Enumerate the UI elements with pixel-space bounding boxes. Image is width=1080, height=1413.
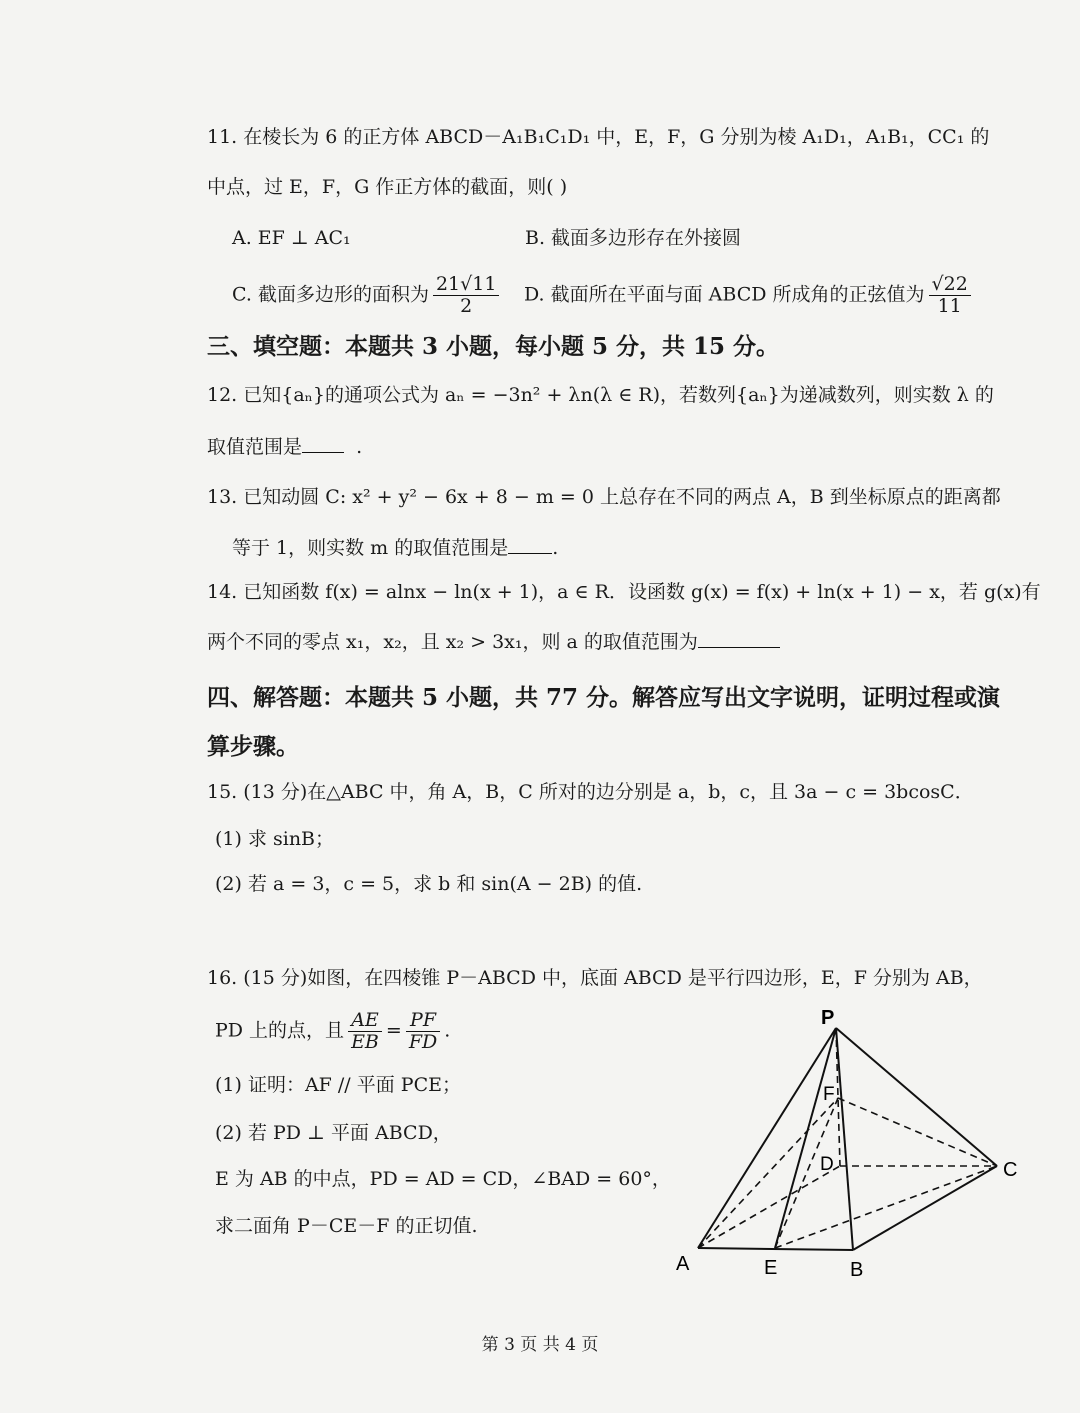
label-C: C: [1003, 1159, 1018, 1181]
q14-line2-text: 两个不同的零点 x₁，x₂，且 x₂ > 3x₁，则 a 的取值范围为: [207, 631, 698, 653]
q11-option-a: A. EF ⊥ AC₁: [232, 227, 351, 249]
q16-line1: 16. (15 分)如图，在四棱锥 P－ABCD 中，底面 ABCD 是平行四边形，E，F 分别为 AB，: [207, 967, 983, 989]
q11-line2: 中点，过 E，F，G 作正方体的截面，则( ): [207, 176, 568, 198]
q12-line2: [207, 436, 362, 459]
fraction-numerator: √22: [929, 274, 971, 296]
q13-line2-text: 等于 1，则实数 m 的取值范围是: [232, 537, 509, 559]
label-D: D: [820, 1154, 834, 1175]
fraction-numerator: PF: [406, 1010, 440, 1032]
q14-line1: 14. 已知函数 f(x) = alnx − ln(x + 1)，a ∈ R．设函数 g(x) = f(x) + ln(x + 1) − x，若 g(x)有: [207, 581, 1041, 603]
q11-line1: 11. 在棱长为 6 的正方体 ABCD－A₁B₁C₁D₁ 中，E，F，G 分别为棱 A₁D₁，A₁B₁，CC₁ 的: [207, 126, 990, 148]
q16-line2-end: .: [444, 1019, 451, 1042]
pyramid-figure: [660, 1000, 1040, 1290]
q16-part1: (1) 证明：AF // 平面 PCE；: [215, 1074, 461, 1096]
label-P: P: [821, 1007, 835, 1029]
label-B: B: [850, 1259, 864, 1281]
edge-AD: [698, 1166, 840, 1248]
label-A: A: [676, 1253, 690, 1275]
q13-line1: 13. 已知动圆 C: x² + y² − 6x + 8 − m = 0 上总存在不同的两点 A，B 到坐标原点的距离都: [207, 486, 1001, 508]
q14-line2: [207, 631, 780, 654]
equals-sign: =: [385, 1019, 402, 1042]
q16-line2-text: PD 上的点，且: [215, 1019, 345, 1042]
q11-option-c-fraction: [433, 274, 499, 317]
edge-BC: [853, 1166, 997, 1250]
section-4-heading-line1: 四、解答题：本题共 5 小题，共 77 分。解答应写出文字说明，证明过程或演: [207, 684, 1001, 711]
q16-part2-question: 求二面角 P－CE－F 的正切值.: [215, 1215, 478, 1237]
answer-blank: [508, 553, 552, 554]
q15-part1: (1) 求 sinB；: [215, 828, 335, 850]
q15-line1: 15. (13 分)在△ABC 中，角 A，B，C 所对的边分别是 a，b，c，且 3a − c = 3bcosC．: [207, 781, 974, 803]
section-4-heading-line2: 算步骤。: [207, 733, 299, 760]
page-footer: 第 3 页 共 4 页: [481, 1335, 599, 1355]
fraction-denominator: 2: [460, 294, 473, 317]
q13-line2-end: .: [552, 537, 559, 559]
answer-blank: [698, 647, 780, 648]
section-3-heading: 三、填空题：本题共 3 小题，每小题 5 分，共 15 分。: [207, 333, 780, 360]
q12-line2-text: 取值范围是: [207, 436, 303, 458]
q16-fraction-pf-fd: [406, 1010, 440, 1053]
q11-option-c-text: C. 截面多边形的面积为: [232, 283, 429, 306]
fraction-denominator: 11: [937, 294, 962, 317]
q16-line2: [215, 1010, 450, 1053]
q12-line1: 12. 已知{aₙ}的通项公式为 aₙ = −3n² + λn(λ ∈ R)，若数列{aₙ}为递减数列，则实数 λ 的: [207, 384, 994, 406]
fraction-denominator: FD: [408, 1030, 438, 1053]
label-F: F: [823, 1084, 835, 1105]
label-E: E: [764, 1257, 778, 1279]
q13-line2: [232, 537, 558, 560]
q11-option-b: B. 截面多边形存在外接圆: [525, 227, 742, 249]
q16-fraction-ae-eb: [348, 1010, 382, 1053]
q11-option-d-fraction: [929, 274, 971, 317]
q16-part2-condition: E 为 AB 的中点，PD = AD = CD，∠BAD = 60°，: [215, 1168, 671, 1190]
q11-option-c: [232, 274, 503, 317]
q16-part2: (2) 若 PD ⊥ 平面 ABCD，: [215, 1122, 452, 1144]
edge-PA: [698, 1028, 836, 1248]
q15-part2: (2) 若 a = 3，c = 5，求 b 和 sin(A − 2B) 的值.: [215, 873, 643, 895]
q12-line2-end: .: [356, 436, 363, 458]
edge-PE: [775, 1028, 836, 1248]
q11-option-d: [524, 274, 975, 317]
fraction-denominator: EB: [351, 1030, 379, 1053]
edge-FC: [838, 1098, 997, 1166]
edge-PC: [836, 1028, 997, 1166]
answer-blank: [302, 452, 344, 453]
edge-AF: [698, 1098, 838, 1248]
fraction-numerator: 21√11: [433, 274, 499, 296]
q11-option-d-text: D. 截面所在平面与面 ABCD 所成角的正弦值为: [524, 283, 925, 306]
edge-EC: [775, 1166, 997, 1248]
fraction-numerator: AE: [348, 1010, 382, 1032]
